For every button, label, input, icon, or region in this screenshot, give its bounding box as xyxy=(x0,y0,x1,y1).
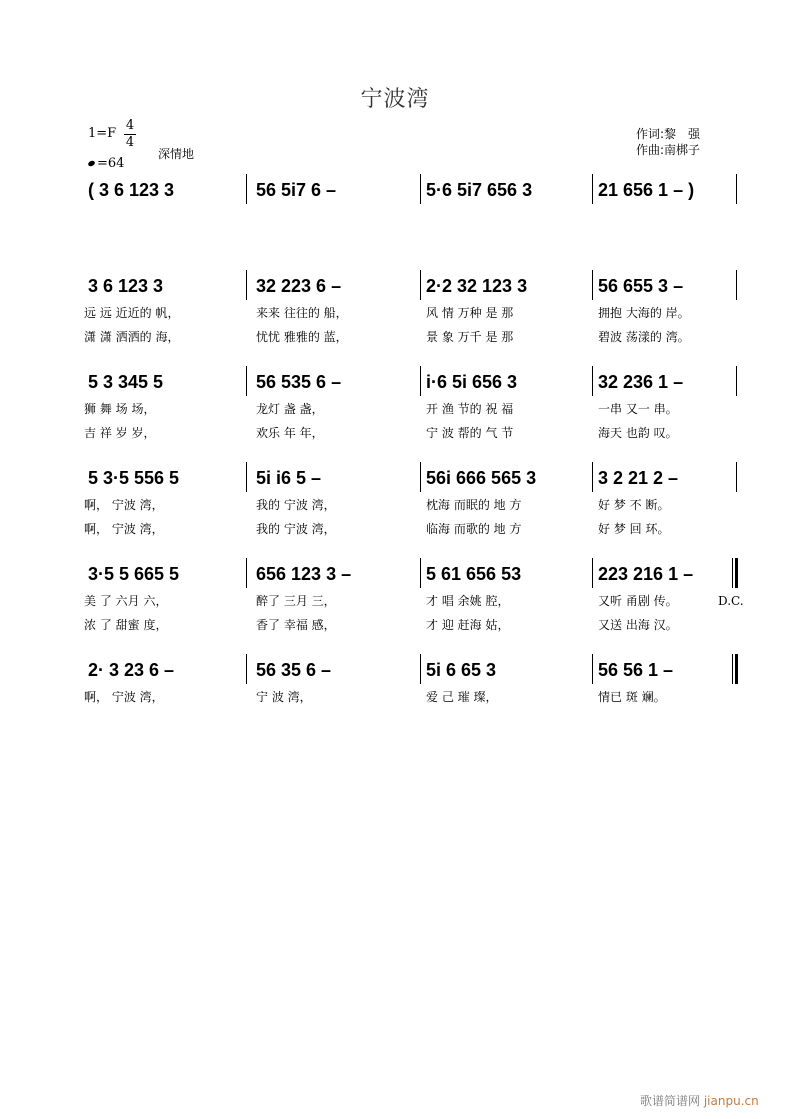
lyric: 远 远 近近的 帆， xyxy=(84,306,180,320)
lyric: 爱 己 璀 璨， xyxy=(426,690,498,704)
measure: 21 656 1 – ) xyxy=(598,180,695,200)
time-numerator: 4 xyxy=(125,118,135,133)
lyric: 浓 了 甜蜜 度， xyxy=(84,618,168,632)
measure: 656 123 3 – xyxy=(256,564,352,584)
watermark-site: jianpu.cn xyxy=(703,1094,759,1108)
quarter-note-icon xyxy=(87,160,95,167)
measure: i·6 5i 656 3 xyxy=(426,372,518,392)
measure: 3 2 21 2 – xyxy=(598,468,679,488)
lyric: 枕海 而眠的 地 方 xyxy=(426,498,522,512)
measure: 32 223 6 – xyxy=(256,276,342,296)
measure: 5·6 5i7 656 3 xyxy=(426,180,533,200)
time-denominator: 4 xyxy=(125,135,135,150)
lyric: 临海 而歌的 地 方 xyxy=(426,522,522,536)
lyric: 海天 也韵 叹。 xyxy=(598,426,678,440)
lyric: 好 梦 回 环。 xyxy=(598,522,670,536)
tempo-marking xyxy=(88,156,124,171)
measure: 5 61 656 53 xyxy=(426,564,522,584)
measure: 5 3 345 5 xyxy=(88,372,164,392)
watermark-text: 歌谱简谱网 xyxy=(640,1094,701,1108)
lyric: 景 象 万千 是 那 xyxy=(426,330,514,344)
lyric: 啊， 宁波 湾， xyxy=(84,498,164,512)
measure: 5 3·5 556 5 xyxy=(88,468,180,488)
lyric: 我的 宁波 湾， xyxy=(256,522,336,536)
lyric: 忧忧 雅雅的 蓝， xyxy=(256,330,348,344)
lyric: 好 梦 不 断。 xyxy=(598,498,670,512)
measure: 2· 3 23 6 – xyxy=(88,660,175,680)
measure: ( 3 6 123 3 xyxy=(88,180,175,200)
lyric: 拥抱 大海的 岸。 xyxy=(598,306,690,320)
measure: 2·2 32 123 3 xyxy=(426,276,528,296)
lyric: 潇 潇 洒洒的 海， xyxy=(84,330,180,344)
lyric: 狮 舞 场 场， xyxy=(84,402,156,416)
tempo-value: =64 xyxy=(97,156,125,171)
lyric: 宁 波 湾， xyxy=(256,690,312,704)
lyric: 醉了 三月 三， xyxy=(256,594,336,608)
measure: 56i 666 565 3 xyxy=(426,468,537,488)
lyric: 情已 斑 斓。 xyxy=(598,690,666,704)
lyric: 又送 出海 汉。 xyxy=(598,618,678,632)
lyric: 才 唱 余姚 腔， xyxy=(426,594,510,608)
lyric: 啊， 宁波 湾， xyxy=(84,522,164,536)
measure: 56 655 3 – xyxy=(598,276,684,296)
final-barline xyxy=(732,654,738,684)
double-barline xyxy=(732,558,738,588)
song-title: 宁波湾 xyxy=(360,87,430,112)
da-capo-mark: D.C. xyxy=(718,594,744,608)
expression-marking: 深情地 xyxy=(158,147,195,161)
lyric: 宁 波 帮的 气 节 xyxy=(426,426,514,440)
lyric: 来来 往往的 船， xyxy=(256,306,348,320)
credits xyxy=(636,126,700,158)
measure: 3 6 123 3 xyxy=(88,276,164,296)
lyric: 香了 幸福 感， xyxy=(256,618,336,632)
lyric: 龙灯 盏 盏， xyxy=(256,402,324,416)
measure: 56 535 6 – xyxy=(256,372,342,392)
lyric: 一串 又一 串。 xyxy=(598,402,678,416)
lyric: 欢乐 年 年， xyxy=(256,426,324,440)
measure: 5i 6 65 3 xyxy=(426,660,497,680)
watermark xyxy=(640,1092,759,1109)
measure: 32 236 1 – xyxy=(598,372,684,392)
lyric: 风 情 万种 是 那 xyxy=(426,306,514,320)
measure: 223 216 1 – xyxy=(598,564,694,584)
lyric: 碧波 荡漾的 湾。 xyxy=(598,330,690,344)
lyric: 啊， 宁波 湾， xyxy=(84,690,164,704)
measure: 56 5i7 6 – xyxy=(256,180,337,200)
lyric: 开 渔 节的 祝 福 xyxy=(426,402,514,416)
lyric: 美 了 六月 六， xyxy=(84,594,168,608)
measure: 3·5 5 665 5 xyxy=(88,564,180,584)
measure: 56 35 6 – xyxy=(256,660,332,680)
time-signature xyxy=(124,119,136,150)
lyricist: 作词:黎 强 xyxy=(636,127,701,141)
measure: 56 56 1 – xyxy=(598,660,674,680)
lyric: 才 迎 赶海 姑， xyxy=(426,618,510,632)
composer: 作曲:南梆子 xyxy=(636,143,701,157)
measure: 5i i6 5 – xyxy=(256,468,322,488)
lyric: 又听 甬剧 传。 xyxy=(598,594,678,608)
lyric: 我的 宁波 湾， xyxy=(256,498,336,512)
lyric: 吉 祥 岁 岁， xyxy=(84,426,156,440)
key-signature: 1=F xyxy=(88,126,117,141)
